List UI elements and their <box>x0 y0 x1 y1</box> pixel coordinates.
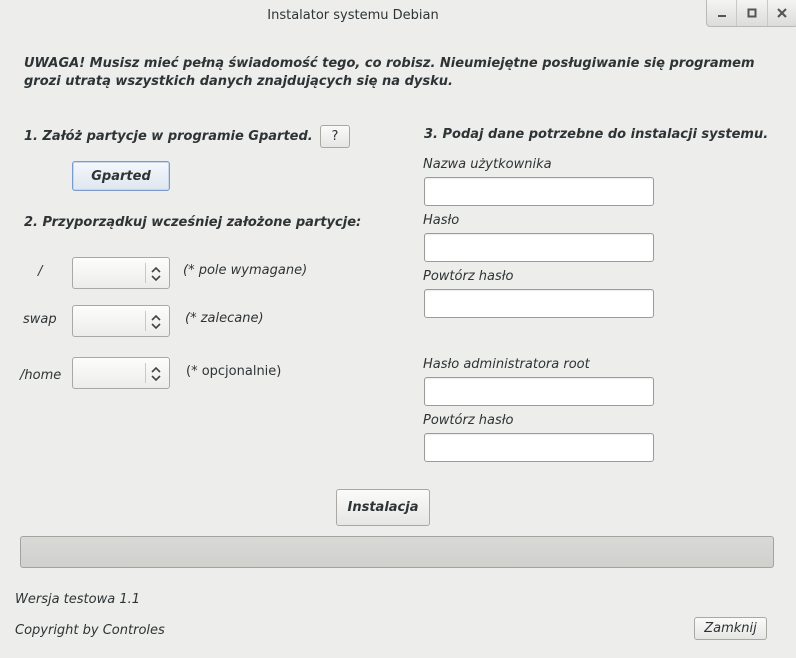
install-progress-bar <box>20 536 774 568</box>
home-note: (* opcjonalnie) <box>186 364 282 379</box>
copyright-text: Copyright by Controles <box>15 623 165 638</box>
step1-heading: 1. Załóż partycje w programie Gparted. <box>24 129 313 144</box>
swap-note: (* zalecane) <box>185 311 264 326</box>
install-button[interactable]: Instalacja <box>336 489 430 526</box>
step3-heading: 3. Podaj dane potrzebne do instalacji systemu. <box>424 127 769 142</box>
close-icon <box>777 8 787 18</box>
combo-separator <box>145 311 146 331</box>
repeat-root-password-field[interactable] <box>424 433 654 462</box>
combo-separator <box>145 363 146 383</box>
swap-partition-combo[interactable] <box>72 305 170 337</box>
updown-arrows-icon <box>150 364 162 384</box>
minimize-button[interactable] <box>707 0 736 26</box>
maximize-icon <box>747 8 757 18</box>
repeat-password-field[interactable] <box>424 289 654 318</box>
combo-separator <box>145 263 146 283</box>
step2-heading: 2. Przyporządkuj wcześniej założone partycje: <box>24 215 362 230</box>
home-partition-combo[interactable] <box>72 357 170 389</box>
warning-text: UWAGA! Musisz mieć pełną świadomość tego, co robisz. Nieumiejętne posługiwanie się programem grozi utratą wszystkich danych znajdujących się na dysku. <box>24 56 755 89</box>
mount-home-label: /home <box>20 368 62 383</box>
close-button[interactable] <box>767 0 796 26</box>
password-field[interactable] <box>424 233 654 262</box>
password-label: Hasło <box>423 213 460 228</box>
maximize-button[interactable] <box>736 0 766 26</box>
repeat-root-password-label: Powtórz hasło <box>423 413 514 428</box>
username-label: Nazwa użytkownika <box>423 157 552 172</box>
repeat-password-label: Powtórz hasło <box>423 269 514 284</box>
root-partition-combo[interactable] <box>72 257 170 289</box>
title-bar <box>0 0 796 30</box>
close-app-button[interactable]: Zamknij <box>694 617 767 640</box>
version-text: Wersja testowa 1.1 <box>15 592 141 607</box>
gparted-button[interactable]: Gparted <box>72 161 170 191</box>
root-password-label: Hasło administratora root <box>423 357 590 372</box>
minimize-icon <box>717 8 727 18</box>
mount-swap-label: swap <box>23 312 57 327</box>
window-title: Instalator systemu Debian <box>267 8 439 23</box>
window-controls <box>706 0 796 27</box>
updown-arrows-icon <box>150 312 162 332</box>
root-note: (* pole wymagane) <box>183 263 308 278</box>
root-password-field[interactable] <box>424 377 654 406</box>
mount-root-label: / <box>38 264 43 279</box>
help-button[interactable]: ? <box>320 125 350 148</box>
username-field[interactable] <box>424 177 654 206</box>
updown-arrows-icon <box>150 264 162 284</box>
